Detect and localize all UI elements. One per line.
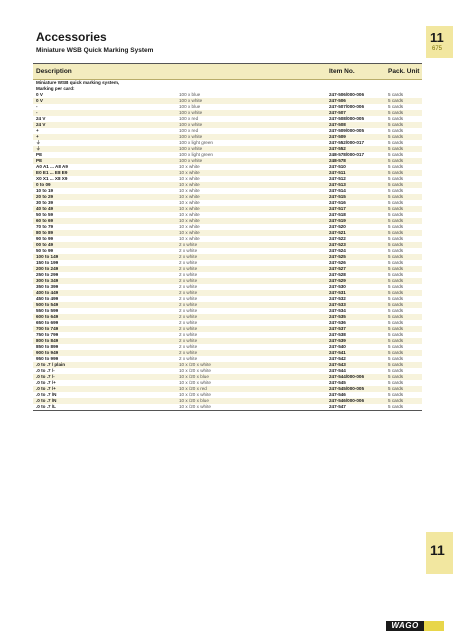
row-pack-unit: 5 cards xyxy=(388,356,404,361)
row-description: ⏚ xyxy=(36,146,41,151)
row-quantity-color: 2 x white xyxy=(179,308,198,313)
row-pack-unit: 5 cards xyxy=(388,206,404,211)
row-description: 0 V xyxy=(36,98,43,103)
section-subheading: Marking per card: xyxy=(36,86,75,91)
row-pack-unit: 5 cards xyxy=(388,92,404,97)
row-quantity-color: 2 x white xyxy=(179,278,198,283)
row-description: 00 to 49 xyxy=(36,242,54,247)
row-item-number: 247-526 xyxy=(329,260,346,265)
row-quantity-color: 100 x white xyxy=(179,110,203,115)
column-header-description: Description xyxy=(36,68,72,75)
row-pack-unit: 5 cards xyxy=(388,116,404,121)
row-pack-unit: 5 cards xyxy=(388,218,404,223)
row-quantity-color: 2 x white xyxy=(179,260,198,265)
column-header-pack-unit: Pack. Unit xyxy=(388,68,420,75)
row-item-number: 247-510 xyxy=(329,164,346,169)
row-quantity-color: 100 x red xyxy=(179,128,199,133)
row-quantity-color: 10 x white xyxy=(179,194,200,199)
row-pack-unit: 5 cards xyxy=(388,344,404,349)
row-pack-unit: 5 cards xyxy=(388,296,404,301)
row-item-number: 247-533 xyxy=(329,302,346,307)
row-quantity-color: 10 x white xyxy=(179,224,200,229)
row-quantity-color: 10 x white xyxy=(179,170,200,175)
row-pack-unit: 5 cards xyxy=(388,134,404,139)
chapter-number: 11 xyxy=(430,30,444,45)
row-description: ⏚ xyxy=(36,140,41,145)
row-quantity-color: 10 x white xyxy=(179,236,200,241)
row-pack-unit: 5 cards xyxy=(388,140,404,145)
row-description: PE xyxy=(36,158,43,163)
row-item-number: 247-527 xyxy=(329,266,346,271)
row-description: 90 to 99 xyxy=(36,236,54,241)
row-description: .0 to .7 /+ xyxy=(36,380,56,385)
row-quantity-color: 10 x white xyxy=(179,164,200,169)
row-pack-unit: 5 cards xyxy=(388,164,404,169)
row-item-number: 247-515 xyxy=(329,194,346,199)
row-item-number: 247-506/000-006 xyxy=(329,92,364,97)
row-pack-unit: 5 cards xyxy=(388,242,404,247)
table-header xyxy=(33,64,422,80)
row-description: 70 to 79 xyxy=(36,224,54,229)
row-quantity-color: 2 x white xyxy=(179,344,198,349)
row-description: - xyxy=(36,104,38,109)
row-quantity-color: 2 x white xyxy=(179,284,198,289)
row-quantity-color: 10 x white xyxy=(179,212,200,217)
row-pack-unit: 5 cards xyxy=(388,122,404,127)
row-pack-unit: 5 cards xyxy=(388,284,404,289)
row-quantity-color: 100 x white xyxy=(179,98,203,103)
row-quantity-color: 2 x white xyxy=(179,242,198,247)
row-quantity-color: 10 x white xyxy=(179,230,200,235)
row-pack-unit: 5 cards xyxy=(388,302,404,307)
row-item-number: 247-542 xyxy=(329,356,346,361)
row-description: 200 to 249 xyxy=(36,266,59,271)
row-pack-unit: 5 cards xyxy=(388,200,404,205)
row-pack-unit: 5 cards xyxy=(388,182,404,187)
row-description: .0 to .7 /L xyxy=(36,404,56,409)
row-item-number: 247-508/000-005 xyxy=(329,116,364,121)
row-pack-unit: 5 cards xyxy=(388,308,404,313)
row-item-number: 247-538 xyxy=(329,332,346,337)
row-pack-unit: 5 cards xyxy=(388,194,404,199)
row-pack-unit: 5 cards xyxy=(388,266,404,271)
row-pack-unit: 5 cards xyxy=(388,170,404,175)
row-pack-unit: 5 cards xyxy=(388,338,404,343)
row-quantity-color: 100 x blue xyxy=(179,104,201,109)
row-item-number: 247-546/000-006 xyxy=(329,398,364,403)
row-item-number: 247-524 xyxy=(329,248,346,253)
row-quantity-color: 10 x white xyxy=(179,206,200,211)
row-description: 750 to 799 xyxy=(36,332,59,337)
row-item-number: 247-552/000-017 xyxy=(329,140,364,145)
row-pack-unit: 5 cards xyxy=(388,278,404,283)
row-item-number: 247-544 xyxy=(329,368,346,373)
row-quantity-color: 2 x white xyxy=(179,296,198,301)
row-item-number: 247-530 xyxy=(329,284,346,289)
row-pack-unit: 5 cards xyxy=(388,314,404,319)
row-pack-unit: 5 cards xyxy=(388,332,404,337)
row-item-number: 247-506 xyxy=(329,98,346,103)
row-pack-unit: 5 cards xyxy=(388,272,404,277)
row-item-number: 247-516 xyxy=(329,200,346,205)
row-quantity-color: 2 x white xyxy=(179,314,198,319)
row-quantity-color: 10 x /20 x white xyxy=(179,392,211,397)
row-pack-unit: 5 cards xyxy=(388,350,404,355)
row-item-number: 247-547 xyxy=(329,404,346,409)
row-pack-unit: 5 cards xyxy=(388,398,404,403)
row-item-number: 248-578 xyxy=(329,158,346,163)
row-pack-unit: 5 cards xyxy=(388,104,404,109)
row-quantity-color: 2 x white xyxy=(179,332,198,337)
row-quantity-color: 100 x white xyxy=(179,146,203,151)
row-description: 0 V xyxy=(36,92,43,97)
row-item-number: 247-537 xyxy=(329,326,346,331)
row-quantity-color: 10 x white xyxy=(179,218,200,223)
row-item-number: 247-511 xyxy=(329,170,346,175)
row-description: 100 to 149 xyxy=(36,254,59,259)
row-item-number: 247-552 xyxy=(329,146,346,151)
row-quantity-color: 100 x blue xyxy=(179,92,201,97)
row-pack-unit: 5 cards xyxy=(388,404,404,409)
chapter-number-bottom: 11 xyxy=(430,542,445,558)
row-pack-unit: 5 cards xyxy=(388,368,404,373)
row-item-number: 247-525 xyxy=(329,254,346,259)
row-quantity-color: 2 x white xyxy=(179,338,198,343)
row-item-number: 247-539 xyxy=(329,338,346,343)
row-item-number: 247-532 xyxy=(329,296,346,301)
row-item-number: 247-507/000-006 xyxy=(329,104,364,109)
row-item-number: 247-518 xyxy=(329,212,346,217)
row-description: + xyxy=(36,134,39,139)
row-description: 450 to 499 xyxy=(36,296,59,301)
row-description: E0 E1 ... E8 E9 xyxy=(36,170,68,175)
row-pack-unit: 5 cards xyxy=(388,326,404,331)
row-item-number: 247-534 xyxy=(329,308,346,313)
row-quantity-color: 10 x white xyxy=(179,200,200,205)
row-description: .0 to .7 / plain xyxy=(36,362,66,367)
row-quantity-color: 10 x /20 x white xyxy=(179,404,211,409)
row-quantity-color: 10 x /20 x white xyxy=(179,368,211,373)
row-item-number: 247-544/000-006 xyxy=(329,374,364,379)
row-item-number: 247-546 xyxy=(329,392,346,397)
row-quantity-color: 2 x white xyxy=(179,326,198,331)
row-pack-unit: 5 cards xyxy=(388,386,404,391)
row-description: 80 to 89 xyxy=(36,230,54,235)
column-header-item-no: Item No. xyxy=(329,68,355,75)
row-pack-unit: 5 cards xyxy=(388,110,404,115)
row-description: 50 to 99 xyxy=(36,248,54,253)
row-quantity-color: 10 x white xyxy=(179,182,200,187)
row-pack-unit: 5 cards xyxy=(388,236,404,241)
row-item-number: 247-541 xyxy=(329,350,346,355)
page-title: Accessories xyxy=(36,30,107,44)
row-description: .0 to .7 /- xyxy=(36,368,55,373)
row-description: 650 to 699 xyxy=(36,320,59,325)
row-quantity-color: 2 x white xyxy=(179,254,198,259)
page-subtitle: Miniature WSB Quick Marking System xyxy=(36,47,154,54)
row-description: .0 to .7 /- xyxy=(36,374,55,379)
row-description: 850 to 899 xyxy=(36,344,59,349)
row-pack-unit: 5 cards xyxy=(388,146,404,151)
row-quantity-color: 2 x white xyxy=(179,302,198,307)
row-quantity-color: 2 x white xyxy=(179,290,198,295)
row-description: 40 to 49 xyxy=(36,206,54,211)
row-description: 150 to 199 xyxy=(36,260,59,265)
row-quantity-color: 100 x red xyxy=(179,116,199,121)
row-item-number: 247-531 xyxy=(329,290,346,295)
row-description: PE xyxy=(36,152,43,157)
row-description: 24 V xyxy=(36,116,46,121)
row-item-number: 247-517 xyxy=(329,206,346,211)
row-pack-unit: 5 cards xyxy=(388,290,404,295)
row-pack-unit: 5 cards xyxy=(388,128,404,133)
row-item-number: 247-519 xyxy=(329,218,346,223)
row-description: 24 V xyxy=(36,122,46,127)
row-pack-unit: 5 cards xyxy=(388,254,404,259)
row-description: .0 to .7 /N xyxy=(36,398,57,403)
row-quantity-color: 10 x /20 x blue xyxy=(179,398,209,403)
row-item-number: 247-512 xyxy=(329,176,346,181)
row-description: 30 to 39 xyxy=(36,200,54,205)
row-description: 10 to 19 xyxy=(36,188,54,193)
row-pack-unit: 5 cards xyxy=(388,380,404,385)
section-heading: Miniature WSB quick marking system, xyxy=(36,80,120,85)
row-pack-unit: 5 cards xyxy=(388,152,404,157)
row-quantity-color: 100 x light green xyxy=(179,140,213,145)
row-description: 0 to 09 xyxy=(36,182,51,187)
row-item-number: 247-545/000-005 xyxy=(329,386,364,391)
row-quantity-color: 10 x /20 x white xyxy=(179,380,211,385)
row-description: X0 X1 ... X8 X9 xyxy=(36,176,68,181)
row-item-number: 247-508 xyxy=(329,122,346,127)
logo-accent-bar xyxy=(424,621,444,631)
row-quantity-color: 2 x white xyxy=(179,320,198,325)
table-body xyxy=(33,92,422,410)
row-item-number: 248-578/000-017 xyxy=(329,152,364,157)
row-description: 400 to 449 xyxy=(36,290,59,295)
row-description: 700 to 749 xyxy=(36,326,59,331)
row-quantity-color: 10 x /20 x blue xyxy=(179,374,209,379)
row-description: 950 to 999 xyxy=(36,356,59,361)
row-pack-unit: 5 cards xyxy=(388,158,404,163)
row-item-number: 247-528 xyxy=(329,272,346,277)
row-description: 350 to 399 xyxy=(36,284,59,289)
row-item-number: 247-514 xyxy=(329,188,346,193)
row-pack-unit: 5 cards xyxy=(388,260,404,265)
row-quantity-color: 2 x white xyxy=(179,266,198,271)
row-item-number: 247-529 xyxy=(329,278,346,283)
row-description: .0 to .7 /N xyxy=(36,392,57,397)
table-row xyxy=(33,404,422,410)
row-quantity-color: 10 x /20 x red xyxy=(179,386,207,391)
row-description: - xyxy=(36,110,38,115)
row-quantity-color: 100 x white xyxy=(179,158,203,163)
row-description: + xyxy=(36,128,39,133)
row-item-number: 247-540 xyxy=(329,344,346,349)
row-pack-unit: 5 cards xyxy=(388,230,404,235)
wago-logo: WAGO xyxy=(386,621,424,631)
row-pack-unit: 5 cards xyxy=(388,374,404,379)
row-quantity-color: 10 x /20 x white xyxy=(179,362,211,367)
row-description: 550 to 599 xyxy=(36,308,59,313)
row-quantity-color: 100 x white xyxy=(179,122,203,127)
row-quantity-color: 10 x white xyxy=(179,188,200,193)
row-item-number: 247-543 xyxy=(329,362,346,367)
product-table xyxy=(33,63,422,411)
row-description: 50 to 59 xyxy=(36,212,54,217)
row-item-number: 247-535 xyxy=(329,314,346,319)
row-quantity-color: 2 x white xyxy=(179,272,198,277)
row-quantity-color: 10 x white xyxy=(179,176,200,181)
row-item-number: 247-523 xyxy=(329,242,346,247)
row-description: 600 to 649 xyxy=(36,314,59,319)
row-description: A0 A1 ... A8 A9 xyxy=(36,164,68,169)
row-description: 60 to 69 xyxy=(36,218,54,223)
row-quantity-color: 100 x white xyxy=(179,134,203,139)
row-item-number: 247-522 xyxy=(329,236,346,241)
row-description: 300 to 349 xyxy=(36,278,59,283)
row-description: 250 to 299 xyxy=(36,272,59,277)
row-item-number: 247-520 xyxy=(329,224,346,229)
row-quantity-color: 2 x white xyxy=(179,248,198,253)
row-item-number: 247-513 xyxy=(329,182,346,187)
row-description: 500 to 549 xyxy=(36,302,59,307)
row-pack-unit: 5 cards xyxy=(388,248,404,253)
row-item-number: 247-509 xyxy=(329,134,346,139)
row-pack-unit: 5 cards xyxy=(388,176,404,181)
row-quantity-color: 100 x light green xyxy=(179,152,213,157)
row-pack-unit: 5 cards xyxy=(388,212,404,217)
row-item-number: 247-536 xyxy=(329,320,346,325)
row-pack-unit: 5 cards xyxy=(388,188,404,193)
row-item-number: 247-509/000-005 xyxy=(329,128,364,133)
row-pack-unit: 5 cards xyxy=(388,392,404,397)
row-pack-unit: 5 cards xyxy=(388,98,404,103)
page-number: 675 xyxy=(432,46,443,52)
row-quantity-color: 2 x white xyxy=(179,356,198,361)
row-description: 800 to 849 xyxy=(36,338,59,343)
row-quantity-color: 2 x white xyxy=(179,350,198,355)
row-pack-unit: 5 cards xyxy=(388,362,404,367)
row-description: .0 to .7 /+ xyxy=(36,386,56,391)
row-item-number: 247-507 xyxy=(329,110,346,115)
row-description: 900 to 949 xyxy=(36,350,59,355)
row-item-number: 247-521 xyxy=(329,230,346,235)
row-pack-unit: 5 cards xyxy=(388,320,404,325)
row-description: 20 to 29 xyxy=(36,194,54,199)
row-item-number: 247-545 xyxy=(329,380,346,385)
row-pack-unit: 5 cards xyxy=(388,224,404,229)
